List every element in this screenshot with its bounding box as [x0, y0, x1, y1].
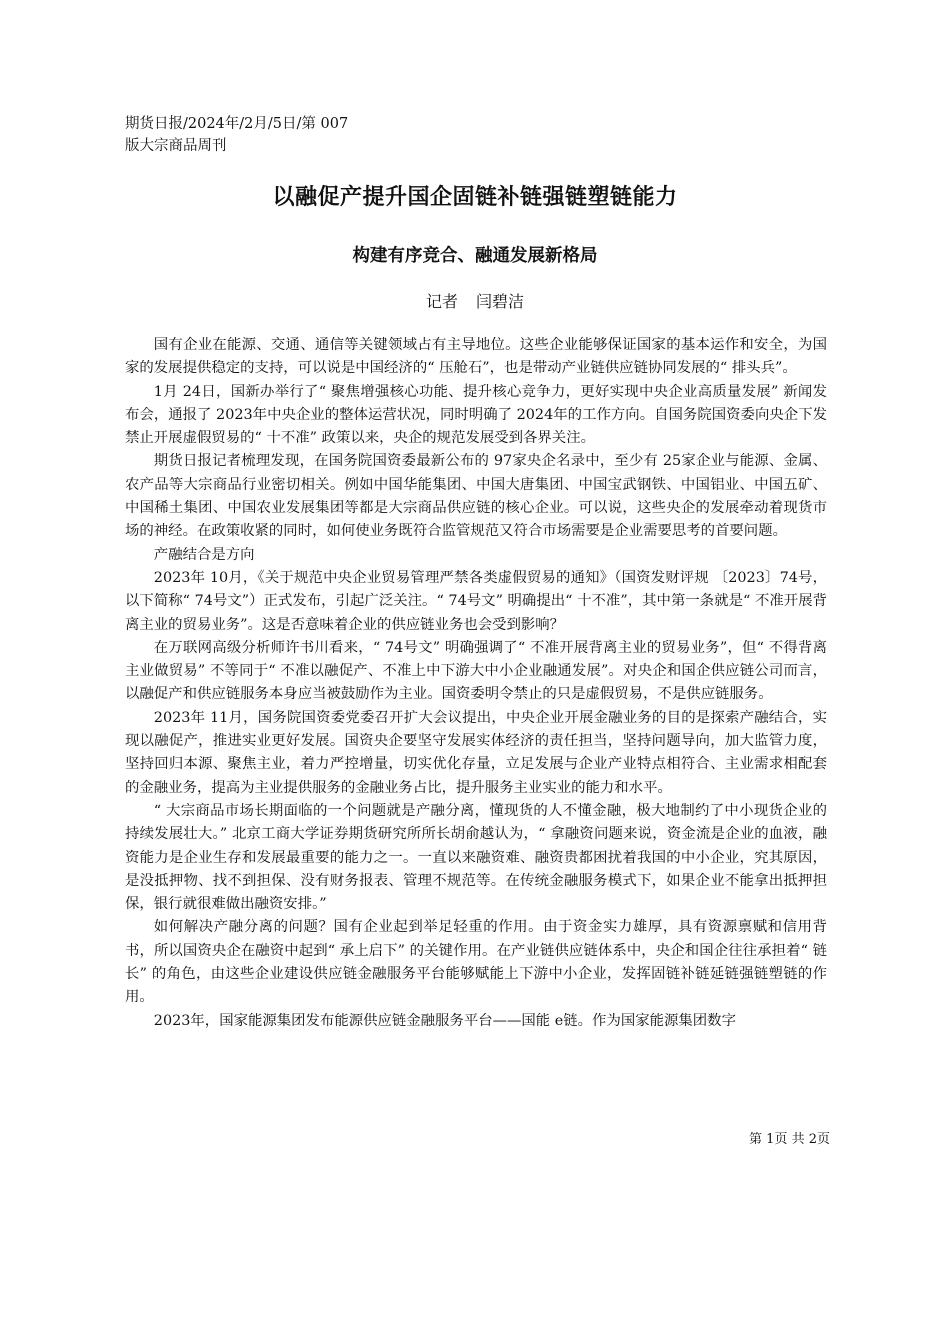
byline-role: 记者	[425, 292, 458, 311]
paragraph-7: “ 大宗商品市场长期面临的一个问题就是产融分离，懂现货的人不懂金融，极大地制约了中小现货企业的持续发展壮大。” 北京工商大学证券期货研究所所长胡俞越认为，“ 拿融资问题来说，资金流是企业的血液，融资能力是企业生存和发展最重要的能力之一。一直以来融资难、融资贵都困扰着我国的中小企业，究其原因，是没抵押物、找不到担保、没有财务报表、管理不规范等。在传统金融服务模式下，如果企业不能拿出抵押担保，银行就很难做出融资安排。”	[125, 802, 827, 913]
paragraph-9: 2023年，国家能源集团发布能源供应链金融服务平台——国能 e链。作为国家能源集团数字	[153, 1012, 736, 1029]
paragraph-5: 在万联网高级分析师许书川看来，“ 74号文” 明确强调了“ 不准开展背离主业的贸易业务”，但“ 不得背离主业做贸易” 不等同于“ 不准以融促产、不准上中下游大中小企业融通发展”。对央企和国企供应链公司而言，以融促产和供应链服务本身应当被鼓励作为主业。国资委明令禁止的只是虚假贸易，不是供应链服务。	[125, 639, 827, 703]
paragraph-8: 如何解决产融分离的问题？国有企业起到举足轻重的作用。由于资金实力雄厚，具有资源禀赋和信用背书，所以国资央企在融资中起到“ 承上启下” 的关键作用。在产业链供应链体系中，央企和国企往往承担着“ 链长” 的角色，由这些企业建设供应链金融服务平台能够赋能上下游中小企业，发挥固链补链延链强链塑链的作用。	[125, 919, 827, 1006]
article-body	[125, 334, 827, 1033]
paragraph-3: 期货日报记者梳理发现，在国务院国资委最新公布的 97家央企名录中，至少有 25家企业与能源、金属、农产品等大宗商品行业密切相关。例如中国华能集团、中国大唐集团、中国宝武钢铁、中国铝业、中国五矿、中国稀土集团、中国农业发展集团等都是大宗商品供应链的核心企业。可以说，这些央企的发展牵动着现货市场的神经。在政策收紧的同时，如何使业务既符合监管规范又符合市场需要是企业需要思考的首要问题。	[125, 453, 827, 540]
source-line-1: 期货日报/2024年/2月/5日/第 007	[125, 116, 349, 132]
article-title: 以融促产提升国企固链补链强链塑链能力	[272, 185, 678, 210]
source-line-2: 版大宗商品周刊	[125, 137, 227, 154]
paragraph-6: 2023年 11月，国务院国资委党委召开扩大会议提出，中央企业开展金融业务的目的是探索产融结合，实现以融促产，推进实业更好发展。国资央企要坚守发展实体经济的责任担当，坚持问题导向，加大监管力度，坚持回归本源、聚焦主业，着力严控增量，切实优化存量，立足发展与企业产业特点相符合、主业需求相配套的金融业务，提高为主业提供服务的金融业务占比，提升服务主业实业的能力和水平。	[125, 709, 827, 796]
paragraph-2: 1月 24日，国新办举行了“ 聚焦增强核心功能、提升核心竞争力，更好实现中央企业高质量发展” 新闻发布会，通报了 2023年中央企业的整体运营状况，同时明确了 2024年的工作方向。自国务院国资委向央企下发禁止开展虚假贸易的“ 十不准” 政策以来，央企的规范发展受到各界关注。	[125, 383, 827, 447]
page-number: 第 1页 共 2页	[749, 1132, 830, 1147]
source-info	[125, 114, 425, 157]
paragraph-4: 2023年 10月，《关于规范中央企业贸易管理严禁各类虚假贸易的通知》（国资发财评规 〔2023〕74号，以下简称“ 74号文”）正式发布，引起广泛关注。“ 74号文” 明确提出“ 十不准”，其中第一条就是“ 不准开展背离主业的贸易业务”。这是否意味着企业的供应链业务也会受到影响？	[125, 569, 827, 633]
paragraph-1: 国有企业在能源、交通、通信等关键领域占有主导地位。这些企业能够保证国家的基本运作和安全，为国家的发展提供稳定的支持，可以说是中国经济的“ 压舱石”，也是带动产业链供应链协同发展的“ 排头兵”。	[125, 337, 827, 377]
byline-name: 闫碧洁	[476, 292, 525, 311]
section-heading: 产融结合是方向	[153, 546, 255, 563]
byline	[0, 290, 950, 314]
article-subtitle: 构建有序竞合、融通发展新格局	[352, 246, 598, 266]
